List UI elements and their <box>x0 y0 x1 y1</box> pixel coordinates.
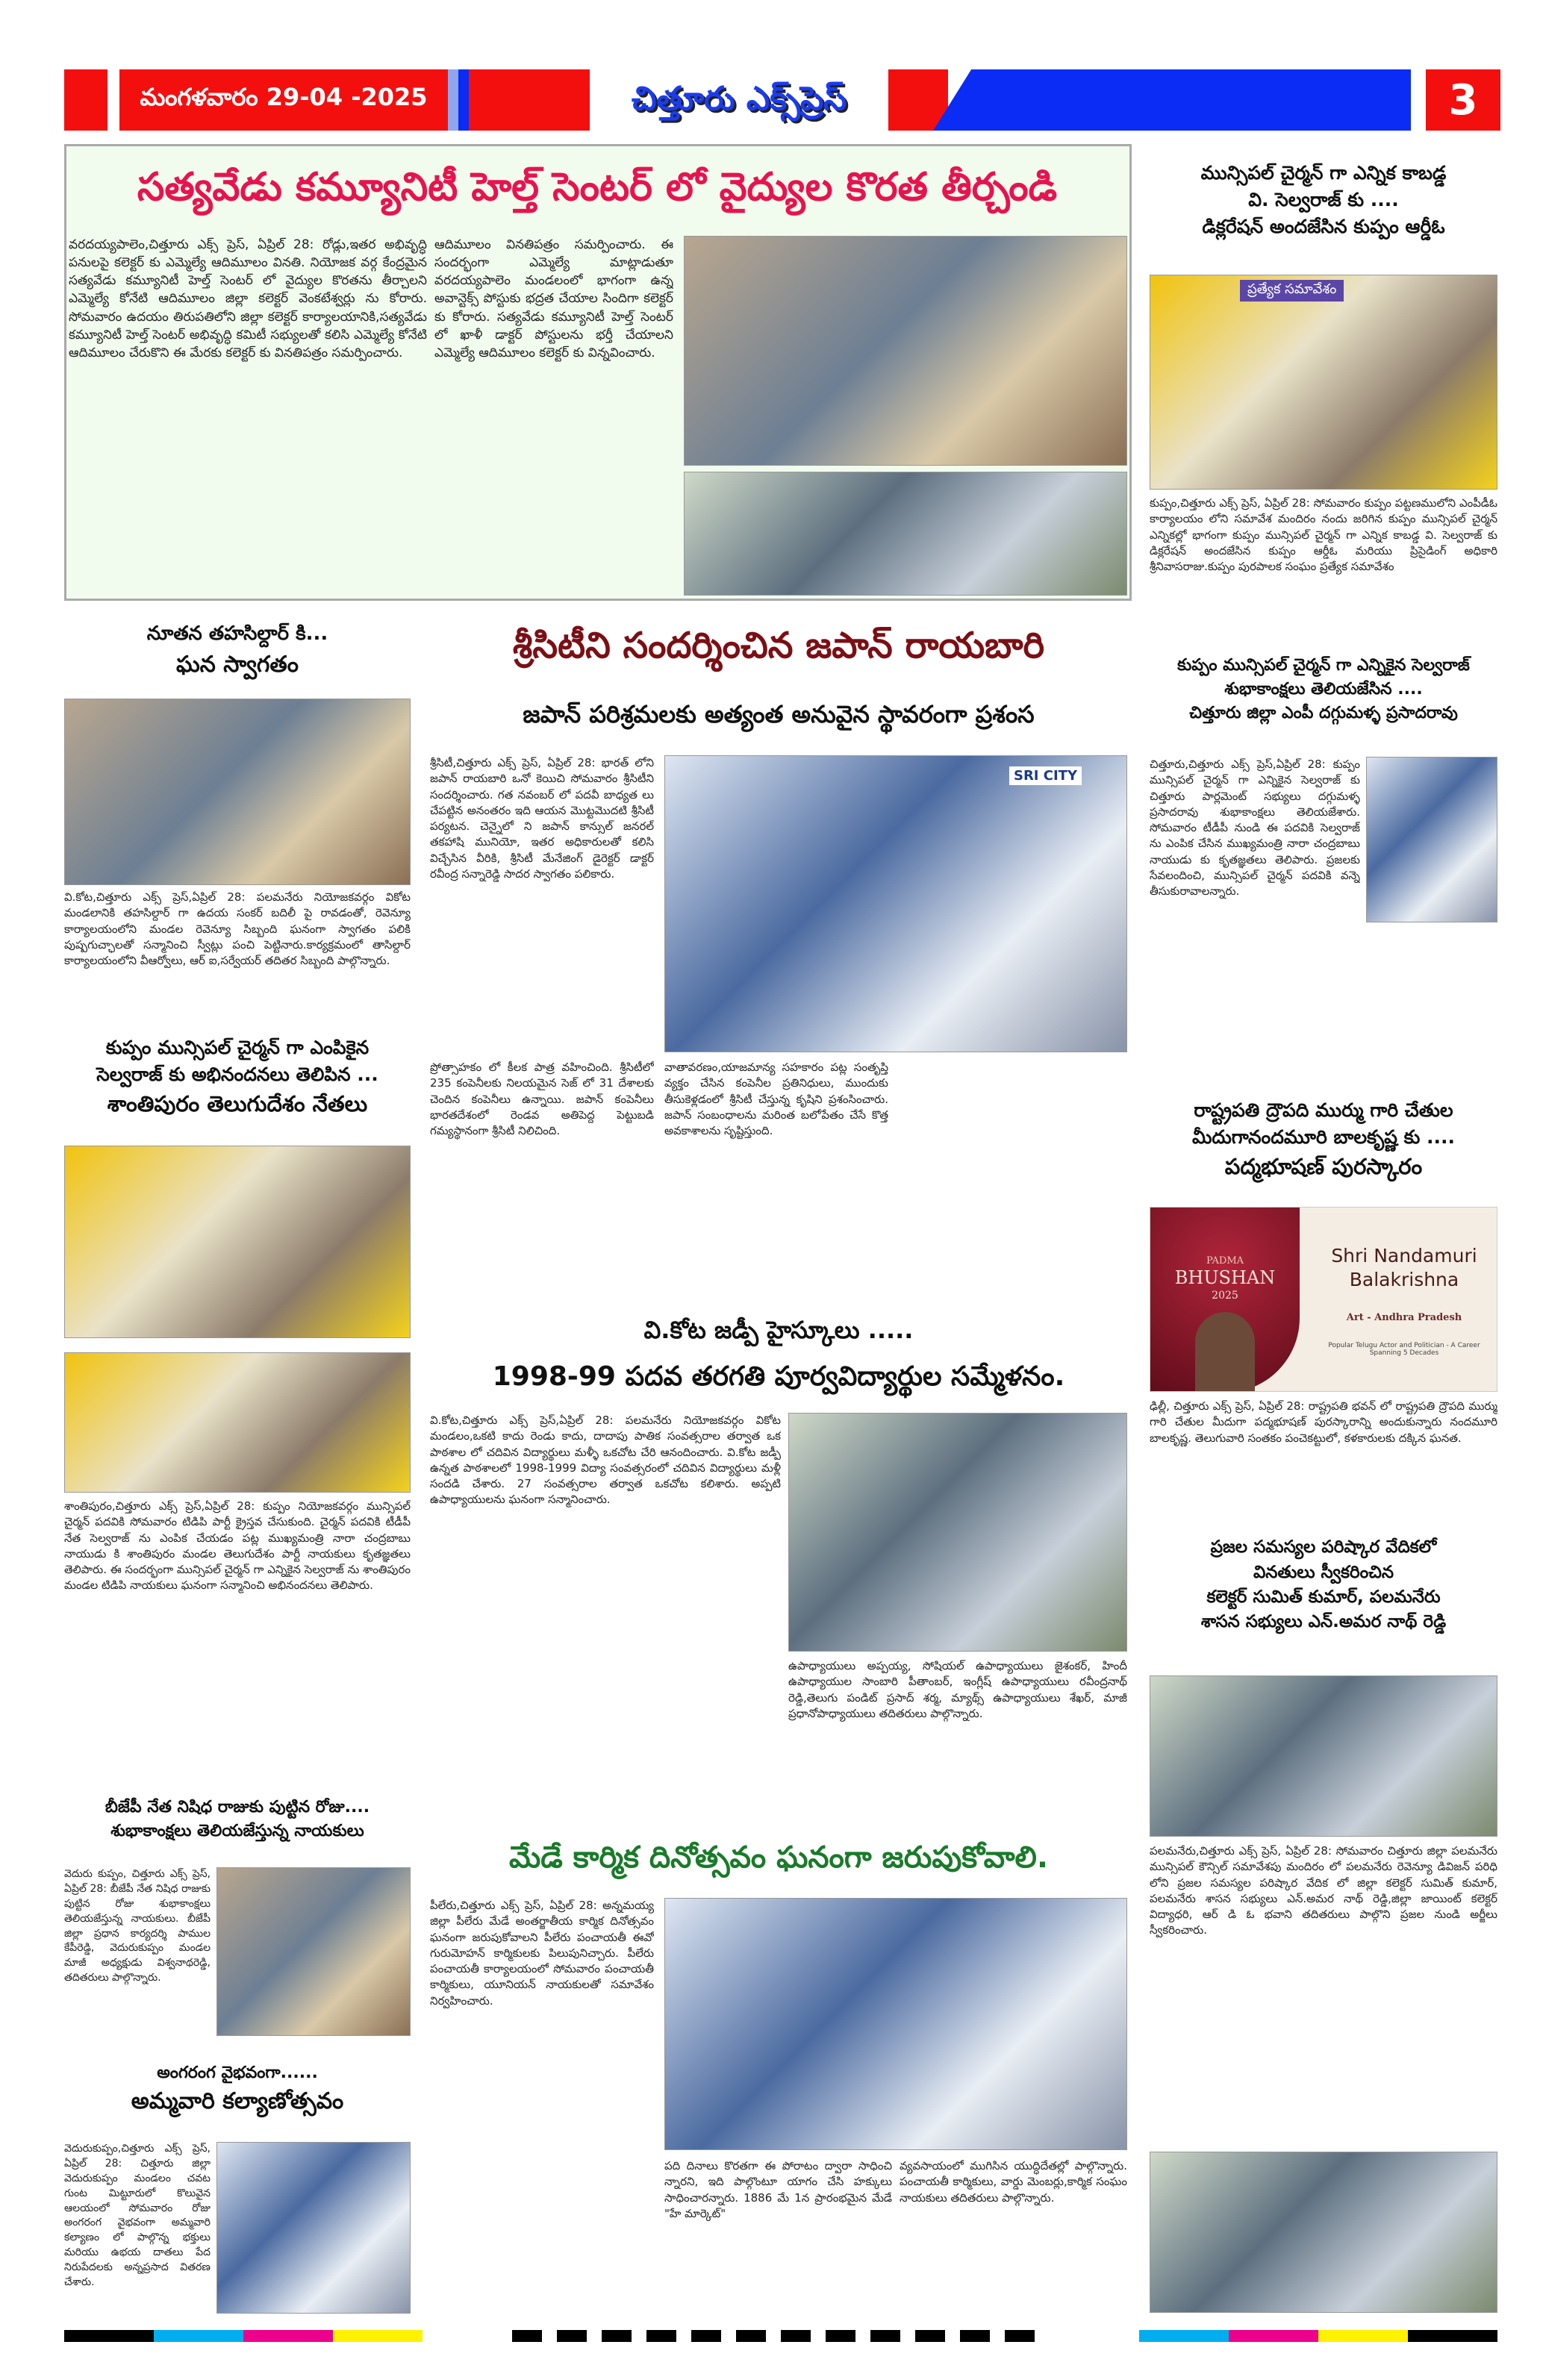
padma-bhushan-caption: ఢిల్లీ, చిత్తూరు ఎక్స్ ప్రెస్, ఏప్రిల్ 28: రాష్ట్రపతి భవన్ లో రాష్ట్రపతి ద్రౌపది ముర్ము గారి చేతుల మీదుగా పద్మభూషణ్ పురస్కారాన్ని అందుకున్నారు నందమూరి బాలకృష్ణ. తెలుగువారి సంతకం పంచెకట్టులో, కళకారులకు దక్కిన ఘనత. <box>1150 1399 1497 1445</box>
tahsildar-welcome-photo <box>64 699 411 885</box>
balakrishna-portrait <box>1195 1312 1255 1392</box>
grievance-meeting-photo <box>1150 1675 1497 1837</box>
mp-wishes-body: చిత్తూరు,చిత్తూరు ఎక్స్ ప్రెస్,ఏప్రిల్ 28: కుప్పం మున్సిపల్ చైర్మన్ గా ఎన్నికైన సెల్వరాజ్ కు చిత్తూరు పార్లమెంట్ సభ్యులు దగ్గుమళ్ళ ప్రసాదరావు శుభాకాంక్షలు తెలియజేశారు. సోమవారం టీడీపీ నుండి ఈ పదవికి సెల్వరాజ్ ను ఎంపిక చేసిన ముఖ్యమంత్రి నారా చంద్రబాబు నాయుడు కు కృతజ్ఞతలు తెలిపారు. ప్రజలకు సేవలందించి, మున్సిపల్ చైర్మన్ పదవికి వన్నె తీసుకురావాలన్నారు. <box>1150 758 1360 899</box>
mayday-photo <box>664 1898 1127 2150</box>
declaration-caption: కుప్పం,చిత్తూరు ఎక్స్ ప్రెస్, ఏప్రిల్ 28: సోమవారం కుప్పం పట్టణములోని ఎంపీడీఓ కార్యాలయం లోని సమావేశ మందిరం నందు జరిగిన కుప్పం మున్సిపల్ చైర్మన్ ఎన్నికల్లో భాగంగా కుప్పం మున్సిపల్ చైర్మన్ గా ఎన్నిక కాబడ్డ వి. సెల్వరాజ్ కు డిక్లరేషన్ అందజేసిన కుప్పం ఆర్డీఓ మరియు ప్రిసైడింగ్ అధికారి శ్రీనివాసరాజు.కుప్పం పురపాలక సంఘం ప్రత్యేక సమావేశం <box>1150 496 1497 574</box>
date-box <box>119 69 448 131</box>
lead-body-col2: ఆదిమూలం వినతిపత్రం సమర్పించారు. ఈ సందర్భంగా ఎమ్మెల్యే మాట్లాడుతూ వరదయ్యపాలెం మండలంలో భాగంగా ఉన్న అవాన్టెక్స్ పోస్టుకు భద్రత చేయాల సిందిగా కలెక్టర్ కు కోరారు. సత్యవేడు కమ్యూనిటీ హెల్త్ సెంటర్ లో ఖాళీ డాక్టర్ పోస్టులను భర్తీ చేయాలని ఎమ్మెల్యే ఆదిమూలం కలెక్టర్ కు విన్నవించారు. <box>434 237 673 360</box>
collector-grievance-headline: ప్రజల సమస్యల పరిష్కార వేదికలో వినతులు స్వీకరించిన కలెక్టర్ సుమిత్ కుమార్, పలమనేరు శాసన సభ్యులు ఎన్.అమర నాథ్ రెడ్డి <box>1200 1537 1447 1632</box>
collector-grievance-body: పలమనేరు,చిత్తూరు ఎక్స్ ప్రెస్, ఏప్రిల్ 28: సోమవారం చిత్తూరు జిల్లా పలమనేరు మున్సిపల్ కౌన్సిల్ సమావేశపు మందిరం లో పలమనేరు రెవెన్యూ డివిజన్ పరిధి లోని ప్రజల సమస్యల పరిష్కార వేదిక లో జిల్లా కలెక్టర్ సుమిత్ కుమార్, పలమనేరు శాసన సభ్యులు ఎన్.అమర నాథ్ రెడ్డి,జిల్లా జాయింట్ కలెక్టర్ విద్యాధరి, ఆర్ డి ఓ భవాని తదితరులు పాల్గొని ప్రజల నుండి అర్జీలు స్వీకరించారు. <box>1150 1844 1497 1937</box>
header-bar <box>469 69 590 131</box>
mp-portrait-photo <box>1366 757 1497 922</box>
vkota-body-2: ఉపాధ్యాయులు అప్పయ్య, సోషియల్ ఉపాధ్యాయులు జైశంకర్, హిందీ ఉపాధ్యాయుల సాంబారి పీతాంబర్, ఇంగ్లీష్ ఉపాధ్యాయులు రవీంద్రనాథ్ రెడ్డి,తెలుగు పండిట్ ప్రసాద్ శర్మ, మ్యాథ్స్ ఉపాధ్యాయులు శేఖర్, మాజీ ప్రధానోపాధ్యాయులు తదితరులు పాల్గొన్నారు. <box>788 1659 1127 1720</box>
padma-medal-panel: PADMA BHUSHAN 2025 <box>1150 1208 1300 1392</box>
sricity-body-col1: శ్రీసిటీ,చిత్తూరు ఎక్స్ ప్రెస్, ఏప్రిల్ 28: భారత్ లోని జపాన్ రాయబారి ఒనో కెయిచి సోమవారం శ్రీసిటీని సందర్శించారు. గత నవంబర్ లో పదవీ బాధ్యత లు చేపట్టిన అనంతరం ఇది ఆయన మొట్టమొదటి శ్రీసిటీ పర్యటన. చెన్నైలో ని జపాన్ కాన్సుల్ జనరల్ తకహాషి మునియో, ఇతర అధికారులతో కలిసి విచ్చేసిన వీరికి, శ్రీసిటీ మేనేజింగ్ డైరెక్టర్ డాక్టర్ రవీంద్ర సన్నారెడ్డి సాదర స్వాగతం పలికారు. <box>430 756 654 881</box>
header-bar-left <box>64 69 107 131</box>
shantipuram-body: శాంతిపురం,చిత్తూరు ఎక్స్ ప్రెస్,ఏప్రిల్ 28: కుప్పం నియోజకవర్గం మున్సిపల్ చైర్మన్ పదవికి సోమవారం టిడిపి పార్టీ క్రైస్తవ చేసుకుంది. చైర్మన్ పదవికి టీడీపీ నేత సెల్వరాజ్ ను ఎంపిక చేయడం పట్ల ముఖ్యమంత్రి నారా చంద్రబాబు నాయుడు కి శాంతిపురం మండల తెలుగుదేశం పార్టీ నాయకులు కృతజ్ఞతలు తెలిపారు. ఈ సందర్భంగా మున్సిపల్ చైర్మన్ గా ఎన్నికైన సెల్వరాజ్ ను శాంతిపురం మండల టిడిపి నాయకులు ఘనంగా సన్మానించి అభినందనలు తెలిపారు. <box>64 1499 411 1593</box>
shantipuram-headline: కుప్పం మున్సిపల్ చైర్మన్ గా ఎంపికైన సెల్వరాజ్ కు అభినందనలు తెలిపిన ... శాంతిపురం తెలుగుదేశం నేతలు <box>96 1036 378 1117</box>
paper-logo: చిత్తూరు ఎక్స్‌ప్రెస్ <box>631 80 847 118</box>
sricity-headline: శ్రీసిటీని సందర్శించిన జపాన్ రాయబారి <box>512 625 1045 667</box>
kalyanotsavam-body: వెదురుకుప్పం,చిత్తూరు ఎక్స్ ప్రెస్, ఏప్రిల్ 28: చిత్తూరు జిల్లా వెదురుకుప్పం మండలం చవట గుంట మిట్టూరులో కొలువైన ఆలయంలో సోమవారం రోజు అంగరంగ వైభవంగా అమ్మవారి కల్యాణం లో పాల్గొన్న భక్తులు మరియు ఉభయ దాతలు పేద నిరుపేదలకు అన్నప్రసాద వితరణ చేశారు. <box>64 2143 211 2288</box>
issue-date: మంగళవారం 29-04 -2025 <box>140 83 428 111</box>
kalyanotsavam-headline: అంగరంగ వైభవంగా...... అమ్మవారి కల్యాణోత్సవం <box>131 2064 344 2115</box>
mayday-headline: మేడే కార్మిక దినోత్సవం ఘనంగా జరుపుకోవాలి. <box>508 1840 1049 1875</box>
bjp-body: వెదురు కుప్పం, చిత్తూరు ఎక్స్ ప్రెస్, ఏప్రిల్ 28: బీజేపీ నేత నిషిధ రాజుకు పుట్టిన రోజు శుభాకాంక్షలు తెలియజేస్తున్న నాయకులు. బీజేపీ జిల్లా ప్రధాన కార్యదర్శి పాముల కేపీరెడ్డి, వెదురుకుప్పం మండల మాజీ అధ్యక్షుడు విశ్వనాథరెడ్డి, తదితరులు పాల్గొన్నారు. <box>64 1868 211 1984</box>
bjp-birthday-headline: బీజేపీ నేత నిషిధ రాజుకు పుట్టిన రోజు.... శుభాకాంక్షలు తెలియజేస్తున్న నాయకులు <box>105 1798 370 1840</box>
padma-bhushan-headline: రాష్ట్రపతి ద్రౌపది ముర్ము గారి చేతుల మీదుగానందమూరి బాలకృష్ణ కు .... పద్మభూషణ్ పురస్కారం <box>1191 1099 1456 1180</box>
alumni-group-photo <box>788 1413 1127 1652</box>
sricity-body-col2: ప్రోత్సాహకం లో కీలక పాత్ర వహించింది. శ్రీసిటీలో 235 కంపెనీలకు నిలయమైన సెజ్ లో 31 దేశాలకు చెందిన కంపెనీలు ఉన్నాయి. జపాన్ కంపెనీలు భారతదేశంలో రెండవ అతిపెద్ద పెట్టుబడి గమ్యస్థానంగా శ్రీసిటీ నిలిచింది. <box>430 1061 654 1138</box>
tdp-leaders-photo <box>64 1146 411 1338</box>
header-stripe <box>458 69 469 131</box>
grievance-hall-photo <box>1150 2152 1497 2313</box>
header-stripe <box>448 69 458 131</box>
japan-ambassador-photo: SRI CITY <box>664 755 1127 1052</box>
meeting-room-photo <box>684 472 1127 596</box>
header-blue-bar <box>933 69 1411 131</box>
tdp-felicitation-photo <box>64 1352 411 1493</box>
padma-bhushan-photo: PADMA BHUSHAN 2025 Shri Nandamuri Balakrishna Art - Andhra Pradesh Popular Telugu Actor and Politician - A Career Spanning 5 Decades <box>1150 1207 1497 1392</box>
mayday-body-col3: వ్యవసాయంలో ముగిసిన యుద్ధిదేతల్లో పాల్గొన్నారు. పంచాయతీ కార్మికులు, వార్డు మెంబర్లు,కార్మిక సంఘం నాయకులు తదితరులు పాల్గొన్నారు. <box>900 2159 1127 2205</box>
vkota-headline: వి.కోట జడ్పీ హైస్కూలు ..... <box>643 1315 914 1344</box>
page-number: 3 <box>1448 75 1478 125</box>
mayday-body-col2: పది దినాలు కొరతగా ఈ పోరాటం ద్వారా సాధించి న్నారని, ఇది పాల్గొంటూ యాగం చేసి హక్కులు సాధించారన్నారు. 1886 మే 1న ప్రారంభమైన మేడే "హే మార్కెట్" <box>664 2159 892 2220</box>
kalyanotsavam-photo <box>216 2142 411 2314</box>
mayday-body-col1: పీలేరు,చిత్తూరు ఎక్స్ ప్రెస్, ఏప్రిల్ 28: అన్నమయ్య జిల్లా పీలేరు మేడే అంతర్జాతీయ కార్మిక దినోత్సవం ఘనంగా జరుపుకోవాలని పీలేరు పంచాయతీ ఈవో గురుమోహన్ కార్మికులకు పిలుపునిచ్చారు. పీలేరు పంచాయతీ కార్యాలయంలో సోమవారం పంచాయతీ కార్మికులు, యూనియన్ నాయకులతో సమావేశం నిర్వహించారు. <box>430 1899 654 2008</box>
bjp-birthday-photo <box>216 1867 411 2036</box>
alumni-meet-headline: 1998-99 పదవ తరగతి పూర్వవిద్యార్థుల సమ్మేళనం. <box>492 1361 1065 1392</box>
selvaraj-declaration-headline: మున్సిపల్ చైర్మన్ గా ఎన్నిక కాబడ్డ వి. సెల్వరాజ్ కు .... డిక్లరేషన్ అందజేసిన కుప్పం ఆర్డీఓ <box>1200 161 1447 238</box>
sricity-body-col3: వాతావరణం,యాజమాన్య సహకారం పట్ల సంతృప్తి వ్యక్తం చేసిన కంపెనీల ప్రతినిధులు, ముందుకు తీసుకెళ్లడంలో శ్రీసిటీ చేస్తున్న కృషిని ప్రశంసించారు. జపాన్ సంబంధాలను మరింత బలోపేతం చేసే కొత్త అవకాశాలను సృష్టిస్తుంది. <box>664 1061 888 1138</box>
lead-body-col1: వరదయ్యపాలెం,చిత్తూరు ఎక్స్ ప్రెస్, ఏప్రిల్ 28: రోడ్లు,ఇతర అభివృద్ధి పనులపై కలెక్టర్ కు ఎమ్మెల్యే ఆదిమూలం వినతి. నియోజక వర్గ కేంద్రమైన సత్యవేడు కమ్యూనిటీ హెల్త్ సెంటర్ లో వైద్యుల కొరతను తీర్చాలని ఎమ్మెల్యే కోనేటి ఆదిమూలం జిల్లా కలెక్టర్ వెంకటేశ్వర్లు ను కోరారు. సోమవారం ఉదయం తిరుపతిలోని జిల్లా కలెక్టర్ కార్యాలయానికి,సత్యవేడు కమ్యూనిటీ హెల్త్ సెంటర్ అభివృద్ధి కమిటీ సభ్యులతో కలిసి ఎమ్మెల్యే కోనేటి ఆదిమూలం చేరుకొని ఈ మేరకు కలెక్టర్ కు వినతిపత్రం సమర్పించారు. <box>69 237 427 360</box>
tahsildar-headline: నూతన తహసిల్దార్ కి... ఘన స్వాగతం <box>146 622 328 678</box>
vkota-body: వి.కోట,చిత్తూరు ఎక్స్ ప్రెస్,ఏప్రిల్ 28: పలమనేరు నియోజకవర్గం వికోట మండలం,ఒకటి కాదు రెండు కాదు, దాదాపు పాతిక సంవత్సరాల తర్వాత ఒక పాఠశాల లో చదివిన విద్యార్థులు మళ్ళీ ఒకచోట చేరి ఆనందించారు. వి.కోట జడ్పీ ఉన్నత పాఠశాలలో 1998-1999 విద్యా సంవత్సరంలో చదివిన విద్యార్థులు మళ్లీ సందడి చేశారు. 27 సంవత్సరాల తర్వాత ఒకచోట కలిశారు. అప్పటి ఉపాధ్యాయులను ఘనంగా సన్మానించారు. <box>430 1414 781 1507</box>
sricity-subheadline: జపాన్ పరిశ్రమలకు అత్యంత అనువైన స్థావరంగా ప్రశంస <box>523 699 1035 728</box>
mp-wishes-headline: కుప్పం మున్సిపల్ చైర్మన్ గా ఎన్నికైన సెల్వరాజ్ శుభాకాంక్షలు తెలియజేసిన .... చిత్తూరు జిల్లా ఎంపీ దగ్గుమళ్ళ ప్రసాదరావు <box>1177 656 1470 722</box>
page-number-box <box>1426 69 1500 131</box>
collector-meeting-photo <box>684 236 1127 466</box>
tahsildar-body: వి.కోట,చిత్తూరు ఎక్స్ ప్రెస్,ఏప్రిల్ 28: పలమనేరు నియోజకవర్గం వికోట మండలానికి తహసిల్దార్ గా ఉదయ సంకర్ బదిలీ పై రావడంతో, రెవెన్యూ కార్యాలయంలోని మండల రెవెన్యూ సిబ్బంది ఘనంగా స్వాగతం పలికి పుష్పగుచ్ఛాలతో సన్మానించి స్వీట్లు పంచి పెట్టినారు.కార్యక్రమంలో తాసిల్దార్ కార్యాలయంలోని వీఆర్వోలు, ఆర్ ఐ,సర్వేయర్ తదితర సిబ్బంది పాల్గొన్నారు. <box>64 890 411 968</box>
lead-headline: సత్యవేడు కమ్యూనిటీ హెల్త్ సెంటర్ లో వైద్యుల కొరత తీర్చండి <box>137 165 1058 210</box>
declaration-photo: ప్రత్యేక సమావేశం <box>1150 275 1497 490</box>
print-color-bar <box>64 2330 1497 2342</box>
